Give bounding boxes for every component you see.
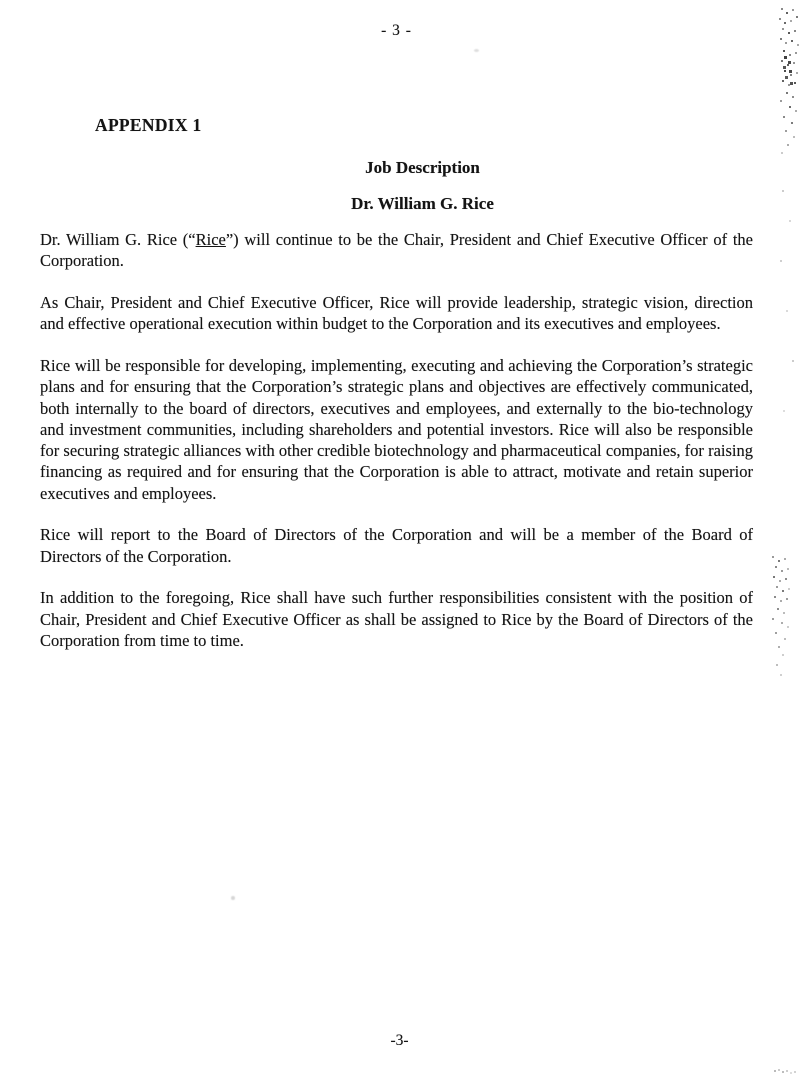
paragraph [40, 229, 753, 272]
scan-noise-artifact [770, 552, 772, 554]
text-run: Dr. William G. Rice (“ [40, 230, 196, 249]
scan-noise-artifact [782, 52, 785, 55]
paragraph [40, 292, 753, 335]
scan-noise-artifact [772, 1068, 774, 1070]
document-body [40, 229, 753, 672]
underlined-term: Rice [195, 230, 226, 249]
text-run: ”) will continue to be the Chair, President and Chief Executive Officer of the Corporation. [40, 230, 753, 271]
paragraph [40, 524, 753, 567]
scan-smudge [474, 49, 479, 52]
document-subtitle: Dr. William G. Rice [351, 194, 494, 213]
scan-noise-artifact [778, 6, 780, 8]
page-number-header: - 3 - [381, 22, 412, 39]
text-run: In addition to the foregoing, Rice shall have such further responsibilities consistent with the position of Chair, President and Chief Executive Officer as shall be assigned to Rice by the Board of Directors of the Corporation from time to time. [40, 588, 753, 650]
paragraph [40, 587, 753, 651]
paragraph [40, 355, 753, 504]
document-title: Job Description [365, 158, 480, 177]
text-run: Rice will report to the Board of Directors of the Corporation and will be a member of the Board of Directors of the Corporation. [40, 525, 753, 566]
scan-noise-artifact [777, 180, 779, 182]
text-run: As Chair, President and Chief Executive Officer, Rice will provide leadership, strategic vision, direction and effective operational execution within budget to the Corporation and its executives and employees. [40, 293, 753, 334]
page-number-footer: -3- [390, 1032, 409, 1049]
appendix-heading: APPENDIX 1 [95, 115, 202, 135]
scan-smudge [231, 896, 235, 900]
text-run: Rice will be responsible for developing, implementing, executing and achieving the Corporation’s strategic plans and for ensuring that the Corporation’s strategic plans and objectives are effectively communicated, both internally to the board of directors, executives and employees, and externally to the bio-technology and investment communities, including shareholders and potential investors. Rice will also be responsible for securing strategic alliances with other credible biotechnology and pharmaceutical companies, for raising financing as required and for ensuring that the Corporation is able to attract, motivate and retain superior executives and employees. [40, 356, 753, 503]
